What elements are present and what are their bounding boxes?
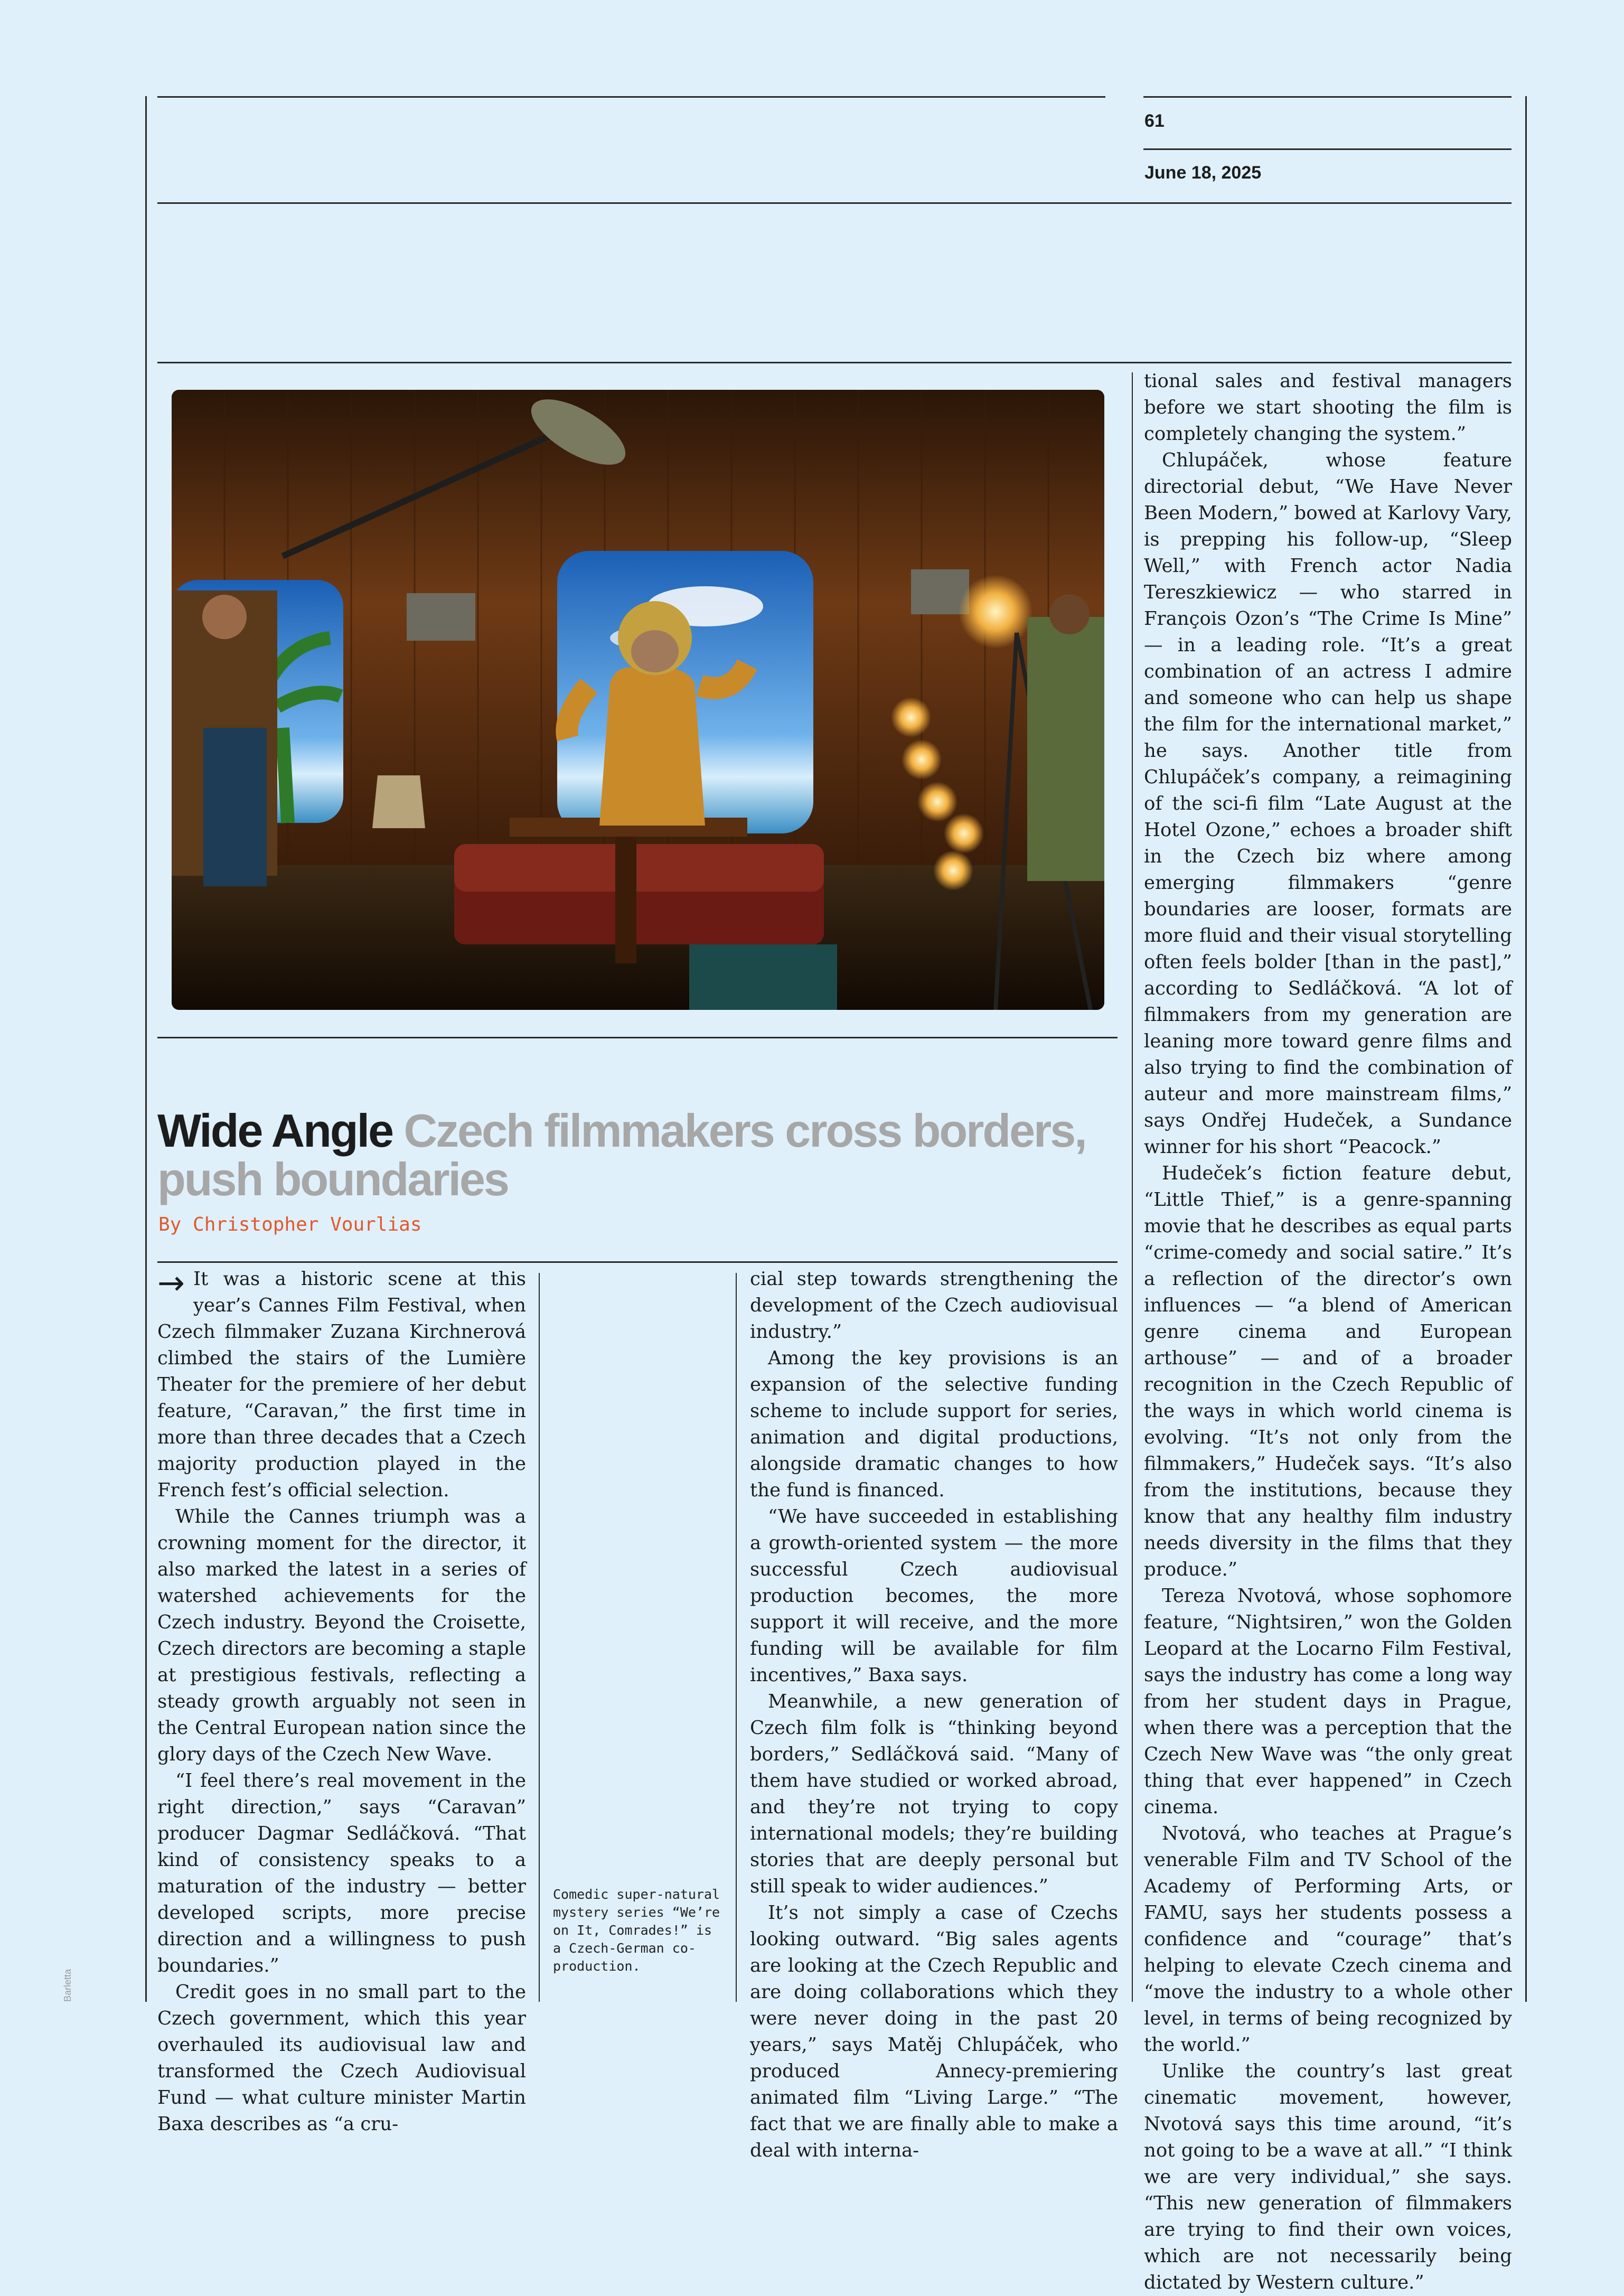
caption-rule-right bbox=[736, 1273, 737, 2002]
film-set-illustration bbox=[172, 390, 1104, 1010]
paragraph: It’s not simply a case of Czechs looking outward. “Big sales agents are looking at the Czech Republic and are doing collaborations which they were never doing in the past 20 years,” says Matěj Chlupáček, who produced Annecy-premiering animated film “Living Large.” “The fact that we are finally able to make a deal with interna- bbox=[750, 1902, 1118, 2161]
arrow-right-icon: → bbox=[157, 1263, 185, 1302]
paragraph: Tereza Nvotová, whose sophomore feature, “Nightsiren,” won the Golden Leopard at the Locarno Film Festival, says the industry has come a long way from her student days in Prague, when there was a perception that the Czech New Wave was “the only great thing that ever happened” in Czech cinema. bbox=[1144, 1585, 1512, 1818]
right-column-rule bbox=[1132, 372, 1133, 2002]
top-rule-right bbox=[1143, 96, 1512, 98]
paragraph: Among the key provisions is an expansion of the selective funding scheme to include support for series, animation and digital productions, alongside dramatic changes to how the fund is financed. bbox=[750, 1347, 1118, 1501]
photo-caption: Comedic super-natural mystery series “We’re on It, Comrades!” is a Czech-German co-production. bbox=[553, 1887, 720, 1974]
paragraph: Nvotová, who teaches at Prague’s venerable Film and TV School of the Academy of Performing Arts, or FAMU, says her students possess a confidence and “courage” that’s helping to elevate Czech cinema and “move the industry to a whole other level, in terms of being recognized by the world.” bbox=[1144, 1823, 1512, 2056]
headline-title: Czech filmmakers cross borders, push boundaries bbox=[157, 1104, 1086, 1205]
page-number: 61 bbox=[1144, 111, 1165, 131]
header-bottom-rule bbox=[157, 202, 1512, 204]
right-frame-rule bbox=[1525, 96, 1527, 2002]
film-set-photo bbox=[172, 390, 1104, 1010]
top-rule-left bbox=[157, 96, 1105, 98]
left-frame-rule bbox=[145, 96, 147, 2002]
issue-date: June 18, 2025 bbox=[1144, 163, 1262, 183]
paragraph: Chlupáček, whose feature directorial debut, “We Have Never Been Modern,” bowed at Karlovy Vary, is prepping his follow-up, “Sleep Well,” with French actor Nadia Tereszkiewicz — who starred in François Ozon’s “The Crime Is Mine” — in a leading role. “It’s a great combination of an actress I admire and someone who can help us shape the film for the international market,” he says. Another title from Chlupáček’s company, a reimagining of the sci-fi film “Late August at the Hotel Ozone,” echoes a broader shift in the Czech biz where among emerging filmmakers “genre boundaries are looser, formats are more fluid and their visual storytelling often feels bolder [than in the past],” according to Sedláčková. “A lot of filmmakers from my generation are leaning more toward genre films and also trying to find the combination of auteur and more mainstream films,” says Ondřej Hudeček, a Sundance winner for his short “Peacock.” bbox=[1144, 449, 1512, 1158]
paragraph: “We have succeeded in establishing a growth-oriented system — the more successful Czech audiovisual production becomes, the more support it will receive, and the more funding will be available for film incentives,” Baxa says. bbox=[750, 1506, 1118, 1686]
article-column-2 bbox=[750, 1266, 1118, 2164]
text-top-rule bbox=[157, 1261, 1118, 1263]
paragraph: Unlike the country’s last great cinematic movement, however, Nvotová says this time around, “it’s not going to be a wave at all.” “I think we are very individual,” she says. “This new generation of filmmakers are trying to find their own voices, which are not necessarily being dictated by Western culture.” bbox=[1144, 2060, 1512, 2293]
caption-rule-left bbox=[539, 1273, 540, 2002]
article-column-3 bbox=[1144, 368, 1512, 2296]
article-headline bbox=[157, 1104, 1108, 1205]
byline: By Christopher Vourlias bbox=[158, 1214, 422, 1235]
side-credit-label: Barletta bbox=[62, 1969, 73, 2002]
folio-divider bbox=[1143, 148, 1512, 150]
headline-kicker: Wide Angle bbox=[157, 1104, 393, 1157]
paragraph: Hudeček’s fiction feature debut, “Little Thief,” is a genre-spanning movie that he describes as equal parts “crime-comedy and social satire.” It’s a reflection of the director’s own influences — “a blend of American genre cinema and European arthouse” — and of a broader recognition in the Czech Republic of the ways in which world cinema is evolving. “It’s not only from the filmmakers,” Hudeček says. “It’s also from the institutions, because they know that any healthy film industry needs diversity in the films that they produce.” bbox=[1144, 1163, 1512, 1580]
paragraph: While the Cannes triumph was a crowning moment for the director, it also marked the latest in a series of watershed achievements for the Czech industry. Beyond the Croisette, Czech directors are becoming a staple at prestigious festivals, reflecting a steady growth arguably not seen in the Central European nation since the glory days of the Czech New Wave. bbox=[157, 1506, 526, 1765]
paragraph: Credit goes in no small part to the Czech government, which this year overhauled its audiovisual law and transformed the Czech Audiovisual Fund — what culture minister Martin Baxa describes as “a cru- bbox=[157, 1981, 526, 2135]
paragraph: cial step towards strengthening the development of the Czech audiovisual industry.” bbox=[750, 1268, 1118, 1343]
paragraph: Meanwhile, a new generation of Czech film folk is “thinking beyond borders,” Sedláčková said. “Many of them have studied or worked abroad, and they’re not trying to copy international models; they’re building stories that are deeply personal but still speak to wider audiences.” bbox=[750, 1691, 1118, 1897]
article-column-1 bbox=[157, 1263, 526, 2138]
photo-bottom-rule bbox=[157, 1037, 1118, 1038]
content-top-rule bbox=[157, 362, 1512, 363]
paragraph: tional sales and festival managers before we start shooting the film is completely changing the system.” bbox=[1144, 370, 1512, 445]
paragraph: “I feel there’s real movement in the right direction,” says “Caravan” producer Dagmar Sedláčková. “That kind of consistency speaks to a maturation of the industry — better developed scripts, more precise direction and a willingness to push boundaries.” bbox=[157, 1770, 526, 1976]
paragraph: It was a historic scene at this year’s Cannes Film Festival, when Czech filmmaker Zuzana Kirchnerová climbed the stairs of the Lumière Theater for the premiere of her debut feature, “Caravan,” the first time in more than three decades that a Czech majority production played in the French fest’s official selection. bbox=[157, 1268, 526, 1501]
